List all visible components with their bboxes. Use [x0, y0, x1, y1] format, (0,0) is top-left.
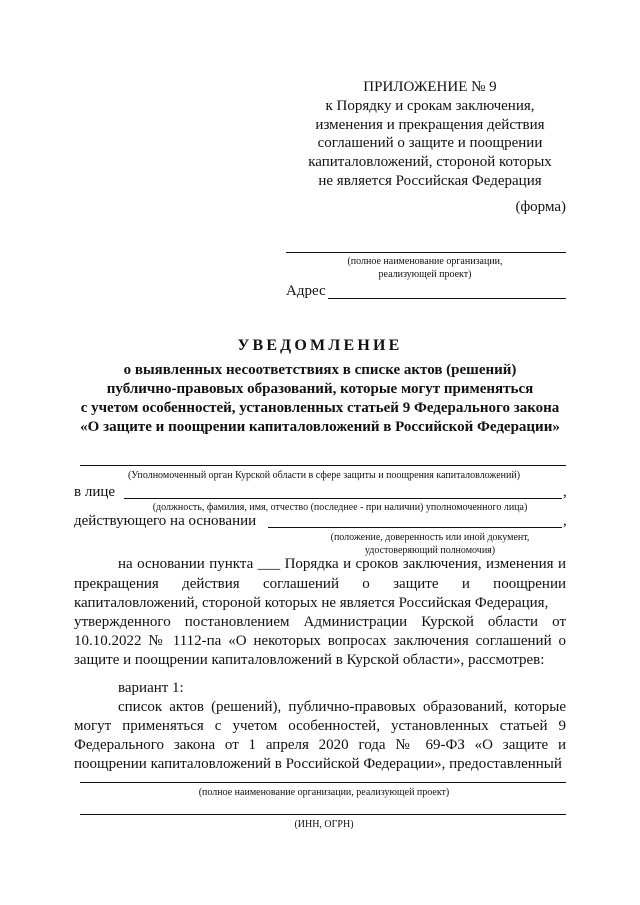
document-subtitle: о выявленных несоответствиях в списке актов (решений) публично-правовых образований, которые могут применяться с учетом особенностей, установленных статьей 9 Федерального закона «О защите и поощрении капиталовложений в Российской Федерации» [80, 362, 560, 435]
paragraph-line: могут применяться с учетом особенностей, установленных статьей 9 [74, 718, 566, 734]
variant-label: вариант 1: [118, 680, 184, 696]
paragraph-line: список актов (решений), публично-правовых образований, которые [118, 699, 566, 715]
organization-full-caption: (полное наименование организации, реализующей проект) [198, 787, 450, 798]
appendix-line: изменения и прекращения действия [315, 116, 545, 133]
paragraph-line: капиталовложений, стороной которых не является Российская Федерация, [74, 595, 549, 611]
basis-label: действующего на основании [74, 513, 257, 529]
paragraph-line: защите и поощрении капиталовложений в Курской области», рассмотрев: [74, 652, 545, 668]
paragraph-line: прекращения действия соглашений о защите и поощрении [74, 576, 566, 592]
appendix-title: ПРИЛОЖЕНИЕ № 9 [363, 79, 497, 95]
address-label: Адрес [286, 283, 326, 299]
appendix-line: не является Российская Федерация [318, 172, 542, 189]
basis-caption: (положение, доверенность или иной документ, удостоверяющий полномочия) [330, 532, 530, 556]
paragraph-line: 10.10.2022 № 1112-па «О некоторых вопросах заключения соглашений о [74, 633, 566, 649]
person-label: в лице [74, 484, 116, 500]
comma: , [563, 513, 567, 529]
inn-caption: (ИНН, ОГРН) [294, 819, 354, 830]
comma: , [563, 484, 567, 500]
organization-full-field-line[interactable] [80, 782, 566, 783]
person-caption: (должность, фамилия, имя, отчество (последнее - при наличии) уполномоченного лица) [152, 502, 528, 513]
appendix-line: капиталовложений, стороной которых [308, 154, 552, 171]
basis-field-line[interactable] [268, 527, 562, 528]
paragraph-line: поощрении капиталовложений в Российской Федерации», предоставленный [74, 756, 562, 772]
appendix-header [300, 78, 560, 191]
paragraph-line: Федерального закона от 1 апреля 2020 года № 69-ФЗ «О защите и [74, 737, 566, 753]
organization-caption: (полное наименование организации, реализующей проект) [347, 256, 503, 280]
address-field-line[interactable] [328, 298, 566, 299]
appendix-line: к Порядку и срокам заключения, [325, 97, 535, 114]
authority-caption: (Уполномоченный орган Курской области в сфере защиты и поощрения капиталовложений) [127, 470, 521, 481]
authority-field-line[interactable] [80, 465, 566, 466]
appendix-line: соглашений о защите и поощрении [317, 135, 543, 152]
inn-field-line[interactable] [80, 814, 566, 815]
document-title: УВЕДОМЛЕНИЕ [237, 337, 403, 354]
paragraph-line: на основании пункта ___ Порядка и сроков заключения, изменения и [118, 556, 566, 572]
person-field-line[interactable] [124, 498, 562, 499]
form-label: (форма) [515, 199, 566, 215]
organization-field-line[interactable] [286, 252, 566, 253]
paragraph-line: утвержденного постановлением Администрации Курской области от [74, 614, 566, 630]
